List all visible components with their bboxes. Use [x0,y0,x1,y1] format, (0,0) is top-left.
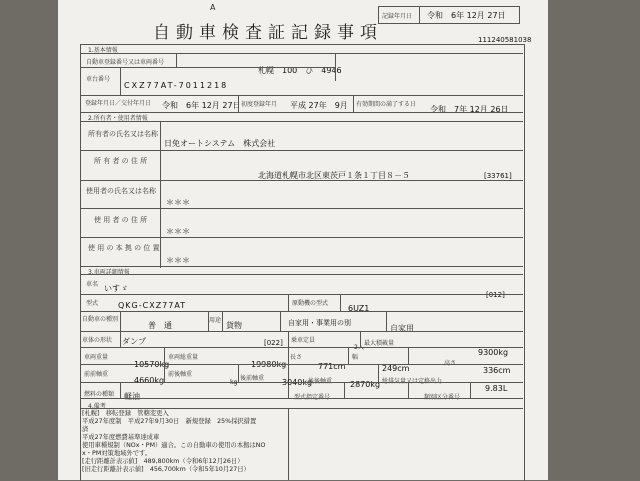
remark-line: 済 [82,426,89,433]
vin-value: CXZ77AT-7011218 [124,81,229,90]
user-addr-label: 使 用 者 の 住 所 [94,216,148,224]
shape-code: [022] [264,339,283,347]
reg-date-value: 令和 6年 12月 27日 [162,101,241,110]
length-value: 771cm [318,362,346,371]
maker-value: いすゞ [104,284,128,293]
expiry-value: 令和 7年 12月 26日 [430,105,509,114]
owner-code: [33761] [484,172,512,180]
user-addr-value: ＊＊＊ [166,227,190,236]
model-label: 型式 [86,300,99,307]
weight-label: 車両重量 [84,354,109,361]
doc-number: 111240581038 [478,36,532,44]
form-letter: A [210,3,216,12]
document-title: 自動車検査証記録事項 [153,23,383,43]
reg-label: 自動車登録番号又は車両番号 [86,59,165,66]
first-reg-value: 平成 27年 9月 [290,101,348,110]
owner-name-label: 所有者の氏名又は名称 [88,130,158,138]
private-value: 自家用 [390,324,414,333]
section3-title: 3.車両詳細情報 [88,269,130,276]
remark-line: [走行距離計表示値] 489,800km（令和6年12月26日） [82,458,244,465]
height-label: 高さ [444,360,457,367]
displacement-value: 9.83L [485,384,508,393]
max-load-label: 最大積載量 [364,340,395,347]
rear-rear-label: 後後軸重 [308,378,333,385]
section2-title: 2.所有者・使用者情報 [88,115,148,122]
width-label: 幅 [352,354,359,361]
front-axle-value: 4660kg [134,376,165,385]
user-name-label: 使用者の氏名又は名称 [86,187,156,195]
width-value: 249cm [382,364,410,373]
expiry-label: 有効期間の満了する日 [356,101,417,108]
remark-line: 平成27年度燃費基準達成車 [82,434,160,441]
reg-date-label: 登録年月日／交付年月日 [85,100,152,107]
reg-value: 札幌 100 ひ 4946 [258,66,342,75]
base-value: ＊＊＊ [166,256,190,265]
maker-code: [012] [486,291,505,299]
gross-label: 車両総重量 [168,354,199,361]
record-date-box [378,6,520,24]
remark-line: 使用車種規制（NOx・PM）適合。この自動車の使用の本拠はNO [82,442,266,449]
first-reg-label: 初度登録年月 [241,101,278,108]
displacement-label: 総排気量又は定格出力 [382,378,443,385]
owner-addr-label: 所 有 者 の 住 所 [94,157,148,165]
record-date-label: 記録年月日 [382,13,413,20]
engine-label: 原動機の型式 [292,300,329,307]
designation-label: 型式指定番号 [294,394,331,401]
user-name-value: ＊＊＊ [166,198,190,207]
owner-addr-value: 北海道札幌市北区東茨戸１条１丁目８－５ [258,171,410,180]
fuel-value: 軽油 [124,392,140,401]
fuel-label: 燃料の種類 [84,391,115,398]
length-label: 長さ [290,354,303,361]
remark-line: [札幌] 移転登録 管轄変更入 [82,410,169,417]
use-label: 用途 [209,317,222,324]
section4-title: 4.備考 [88,403,106,410]
rear-front-label: 後前軸重 [240,375,265,382]
front-rear-value: -kg [228,379,238,386]
section1-title: 1.基本情報 [88,47,118,54]
maker-label: 車名 [86,281,99,288]
weight-value: 10570kg [134,360,170,369]
remarks-block [82,410,265,474]
vin-label: 車台番号 [86,76,111,83]
type-label: 自動車の種別 [82,316,119,323]
use-value: 貨物 [226,321,242,330]
record-date-value: 令和 6年 12月 27日 [427,11,506,20]
type-value: 普 通 [148,321,172,330]
base-label: 使 用 の 本 拠 の 位 置 [88,244,160,252]
private-label: 自家用・事業用の別 [288,319,351,327]
capacity-label: 乗車定員 [291,337,316,344]
category-label: 類別区分番号 [424,394,461,401]
max-load-value: 9300kg [478,348,509,357]
remark-line: [旧走行距離計表示値] 456,700km（令和5年10月27日） [82,466,250,473]
remark-line: x・PM対策地域外です。 [82,450,152,457]
rear-front-value: 3040kg [282,378,313,387]
height-value: 336cm [483,366,511,375]
front-rear-label: 前後軸重 [168,371,193,378]
shape-value: ダンプ [122,337,147,346]
engine-value: 6UZ1 [348,304,370,313]
gross-value: 19980kg [251,360,287,369]
model-value: QKG-CXZ77AT [118,301,187,310]
shape-label: 車体の形状 [82,337,113,344]
remark-line: 平成27年度制 平成27年9月30日 新規登録 25%採択措置 [82,418,257,425]
capacity-value: 2人 [354,344,364,351]
certificate-paper [58,0,548,480]
front-axle-label: 前前軸重 [84,371,109,378]
owner-name-value: 日免オートシステム 株式会社 [164,139,276,148]
rear-rear-value: 2870kg [350,380,381,389]
